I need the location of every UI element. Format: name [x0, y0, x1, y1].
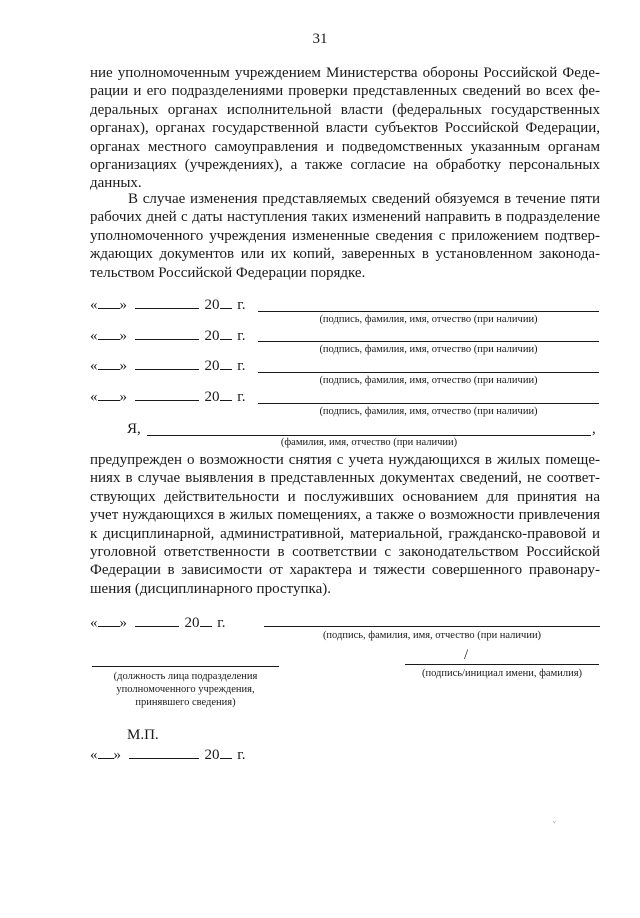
date-field[interactable]: « » 20 г.: [90, 386, 245, 406]
text-line: предупрежден о возможности снятия с учета нуждающихся в жилых помеще-: [90, 452, 600, 468]
page-number: 31: [312, 31, 328, 47]
text-line: деральных органах исполнительной власти (федеральных государственных: [90, 101, 600, 118]
text-line: к дисциплинарной, административной, материальной, гражданско-правовой и: [90, 525, 600, 542]
text-line: ждающих документов или их копий, заверенных в установленном законода-: [90, 246, 600, 263]
initials-caption: (подпись/инициал имени, фамилия): [421, 668, 583, 679]
date-field[interactable]: « » 20 г.: [90, 294, 245, 314]
text-line: ствующих действительности и послуживших основанием для принятия на: [90, 488, 600, 505]
text-line: В случае изменения представляемых сведений обязуемся в течение пяти: [128, 191, 600, 207]
date-field[interactable]: « » 20 г.: [90, 325, 245, 345]
obligation-paragraph: [90, 190, 600, 282]
signature-line[interactable]: [258, 403, 599, 404]
text-line: уполномоченного учреждения измененные сведения с приложением подтвер-: [90, 227, 600, 244]
signature-caption: (подпись, фамилия, имя, отчество (при наличии): [319, 406, 538, 417]
date-field[interactable]: « » 20 г.: [90, 744, 245, 764]
slash-separator: /: [464, 647, 469, 663]
initials-line[interactable]: [405, 664, 599, 665]
text-line: ниях в случае выявления в представленных документах сведений, не соответ-: [90, 470, 600, 487]
position-line[interactable]: [92, 666, 279, 667]
date-field[interactable]: « » 20 г.: [90, 355, 245, 375]
text-line: органах местного самоуправления и подведомственных указанным органам: [90, 138, 600, 155]
consent-paragraph: [90, 64, 600, 193]
fio-comma: ,: [592, 421, 596, 437]
date-field[interactable]: « » 20 г.: [90, 612, 225, 632]
text-line: данных.: [90, 175, 142, 192]
text-line: органах), органах государственной власти субъектов Российской Федерации,: [90, 120, 600, 137]
signature-caption: (подпись, фамилия, имя, отчество (при наличии): [319, 314, 538, 325]
signature-line[interactable]: [258, 311, 599, 312]
signature-caption: (подпись, фамилия, имя, отчество (при наличии): [322, 630, 542, 641]
text-line: ние уполномоченным учреждением Министерства обороны Российской Феде-: [90, 65, 600, 81]
text-line: шения (дисциплинарного проступка).: [90, 580, 331, 597]
corner-mark: ᵛ: [553, 818, 556, 828]
text-line: Федерации в зависимости от характера и тяжести совершенного правонару-: [90, 562, 600, 579]
fio-line[interactable]: [147, 435, 591, 436]
text-line: рабочих дней с даты наступления таких изменений направить в подразделение: [90, 209, 600, 226]
text-line: рации и его подразделениями проверки представленных сведений во всех фе-: [90, 83, 600, 100]
text-line: учет нуждающихся в жилых помещениях, а также о возможности привлечения: [90, 507, 600, 524]
stamp-label: М.П.: [127, 727, 159, 743]
fio-caption: (фамилия, имя, отчество (при наличии): [280, 437, 458, 448]
signature-caption: (подпись, фамилия, имя, отчество (при наличии): [319, 344, 538, 355]
signature-line[interactable]: [258, 341, 599, 342]
text-line: тельством Российской Федерации порядке.: [90, 264, 366, 281]
text-line: организациях (учреждениях), а также согласие на обработку персональных: [90, 157, 600, 174]
signature-line[interactable]: [258, 372, 599, 373]
signature-line[interactable]: [264, 626, 600, 627]
text-line: уголовной ответственности в соответствии с законодательством Российской: [90, 544, 600, 561]
ya-label: Я,: [127, 421, 141, 437]
warning-paragraph: [90, 451, 600, 598]
signature-caption: (подпись, фамилия, имя, отчество (при наличии): [319, 375, 538, 386]
position-caption: (должность лица подразделения уполномоченного учреждения, принявшего сведения): [113, 671, 258, 708]
